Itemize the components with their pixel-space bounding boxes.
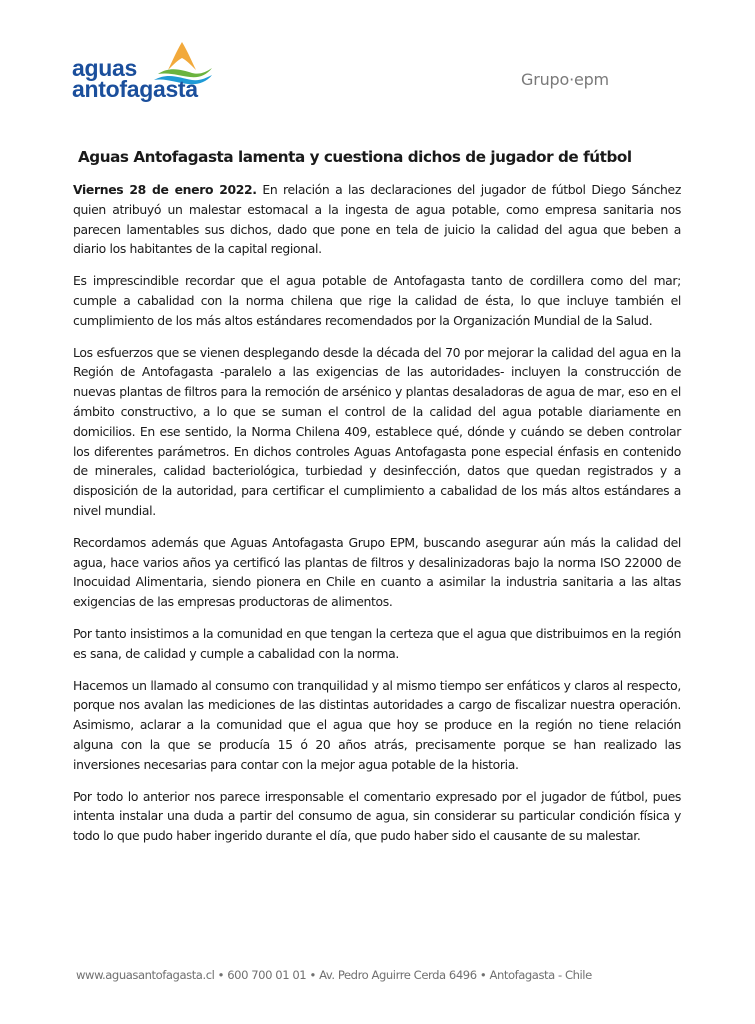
paragraph: Por tanto insistimos a la comunidad en que tengan la certeza que el agua que distribuimos en la región es sana, de calidad y cumple a cabalidad con la norma. [73, 625, 681, 661]
article-body [73, 180, 681, 858]
paragraph: Hacemos un llamado al consumo con tranquilidad y al mismo tiempo ser enfáticos y claros al respecto, porque nos avalan las mediciones de las distintas autoridades a cargo de fiscalizar nuestra operación. Asimismo, aclarar a la comunidad que el agua que hoy se produce en la región no tiene relación alguna con la que se producía 15 ó 20 años atrás, precisamente porque se han realizado las inversiones necesarias para contar con la mejor agua potable de la historia. [73, 677, 681, 772]
article-title: Aguas Antofagasta lamenta y cuestiona dichos de jugador de fútbol [78, 148, 632, 166]
paragraph: Recordamos además que Aguas Antofagasta Grupo EPM, buscando asegurar aún más la calidad del agua, hace varios años ya certificó las plantas de filtros y desalinizadoras bajo la norma ISO 22000 de Inocuidad Alimentaria, siendo pionera en Chile en cuanto a asimilar la industria sanitaria a las altas exigencias de las empresas productoras de alimentos. [73, 534, 681, 610]
paragraph: Es imprescindible recordar que el agua potable de Antofagasta tanto de cordillera como del mar; cumple a cabalidad con la norma chilena que rige la calidad de ésta, lo que incluye también el cumplimiento de los más altos estándares recomendados por la Organización Mundial de la Salud. [73, 273, 681, 328]
paragraph-text: En relación a las declaraciones del jugador de fútbol Diego Sánchez quien atribuyó un malestar estomacal a la ingesta de agua potable, como empresa sanitaria nos parecen lamentables sus dichos, dado que pone en tela de juicio la calidad del agua que beben a diario los habitantes de la capital regional. [73, 182, 681, 257]
paragraph-intro [73, 180, 681, 259]
article-date: Viernes 28 de enero 2022. [73, 182, 257, 197]
footer-contact: www.aguasantofagasta.cl • 600 700 01 01 • Av. Pedro Aguirre Cerda 6496 • Antofagasta - Chile [76, 968, 592, 982]
logo-text-aguas: aguas [72, 55, 137, 81]
aguas-antofagasta-logo [72, 40, 222, 112]
paragraph: Los esfuerzos que se vienen desplegando desde la década del 70 por mejorar la calidad del agua en la Región de Antofagasta -paralelo a las exigencias de las autoridades- incluyen la construcción de nuevas plantas de filtros para la remoción de arsénico y plantas desaladoras de agua de mar, eso en el ámbito constructivo, a lo que se suman el control de la calidad del agua potable diariamente en domicilios. En ese sentido, la Norma Chilena 409, establece qué, dónde y cuándo se deben controlar los diferentes parámetros. En dichos controles Aguas Antofagasta pone especial énfasis en contenido de minerales, calidad bacteriológica, turbiedad y desinfección, datos que quedan registrados y a disposición de la autoridad, para certificar el cumplimiento a cabalidad de los más altos estándares a nivel mundial. [73, 344, 681, 518]
paragraph: Por todo lo anterior nos parece irresponsable el comentario expresado por el jugador de fútbol, pues intenta instalar una duda a partir del consumo de agua, sin considerar su particular condición física y todo lo que pudo haber ingerido durante el día, que pudo haber sido el causante de su malestar. [73, 788, 681, 844]
grupo-epm-logo: Grupo·epm [521, 70, 609, 89]
logo-text-antofagasta: antofagasta [72, 76, 198, 102]
